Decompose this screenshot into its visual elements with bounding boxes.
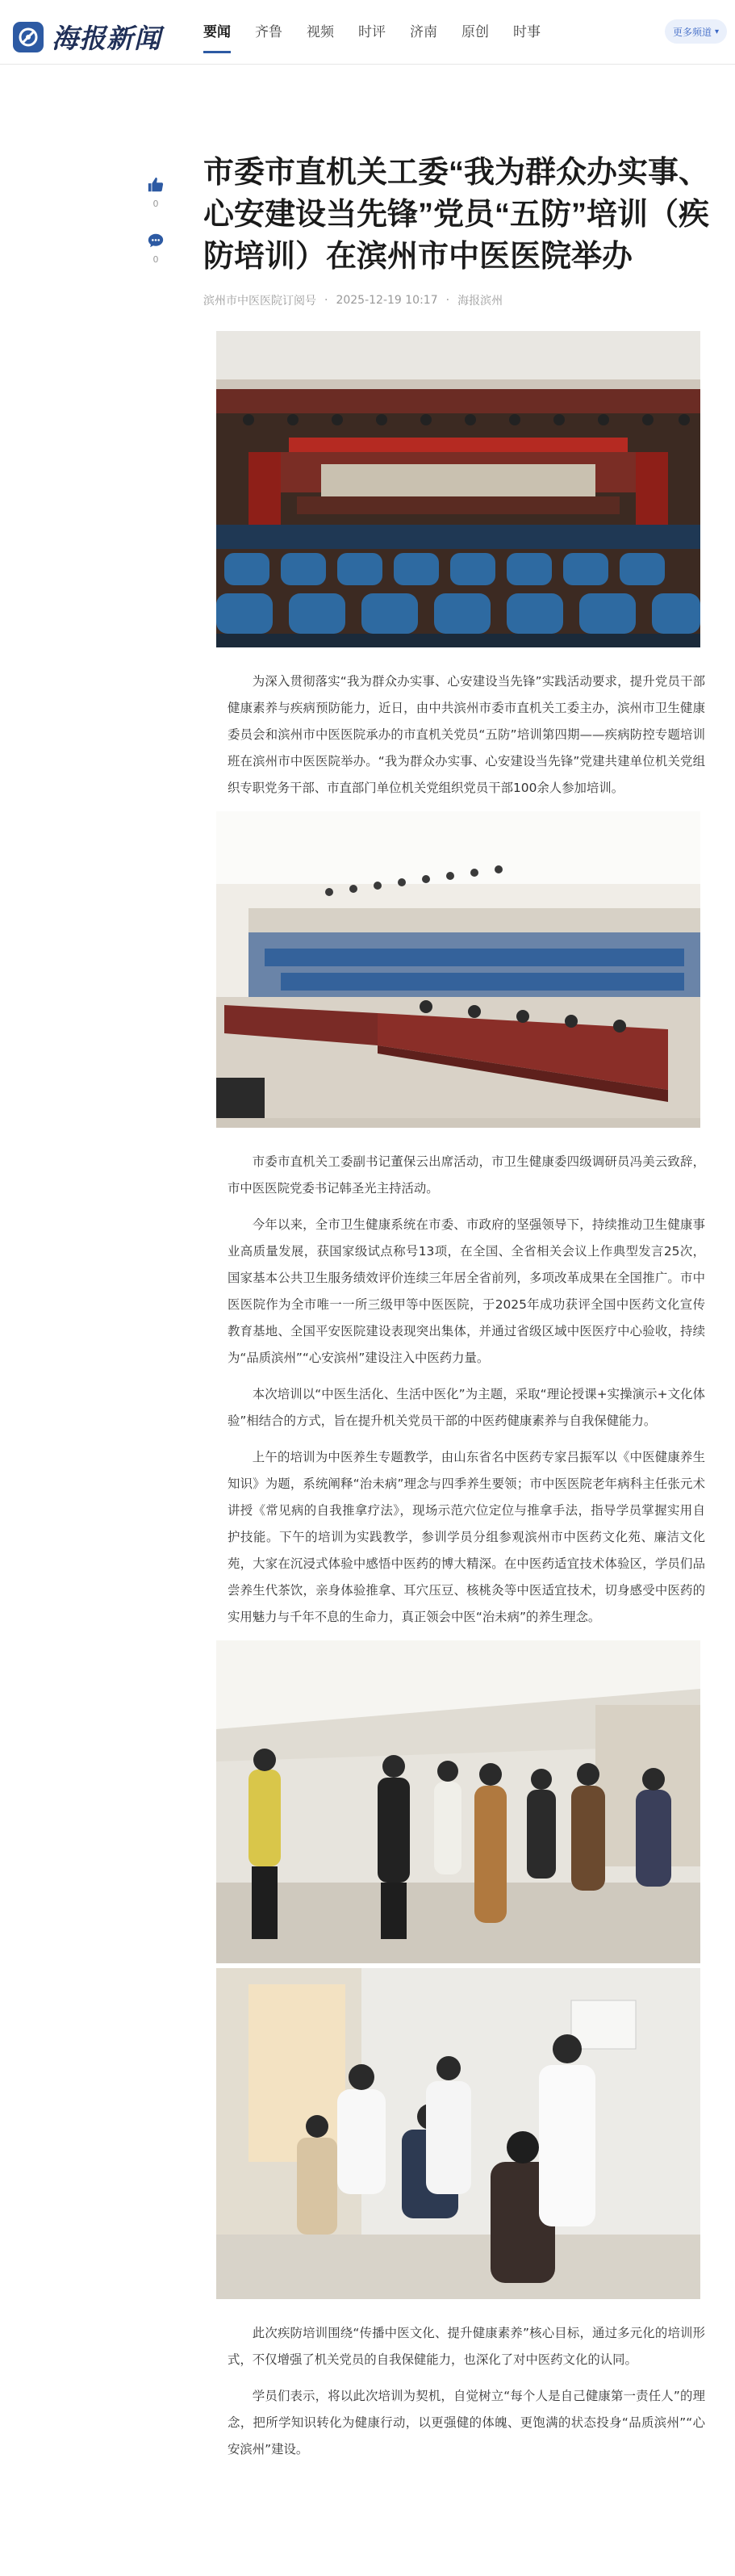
article-paragraph: 今年以来，全市卫生健康系统在市委、市政府的坚强领导下，持续推动卫生健康事业高质量发展，获国家级试点称号13项，在全国、全省相关会议上作典型发言25次，国家基本公共卫生服务绩效评价连续三年居全省前列，多项改革成果在全国推广。市中医医院作为全市唯一一所三级甲等中医医院，于2025年成功获评全国中医药文化宣传教育基地、全国平安医院建设表现突出集体，并通过省级区域中医医疗中心验收，持续为“品质滨州”“心安滨州”建设注入中医药力量。 [228,1217,705,1365]
article-source[interactable]: 滨州市中医医院订阅号 [203,295,316,308]
nav-item-original[interactable]: 原创 [461,24,489,40]
article-body [203,331,713,2463]
logo-text: 海报新闻 [52,23,161,54]
article-meta [203,292,713,308]
article-paragraph: 市委市直机关工委副书记董保云出席活动，市卫生健康委四级调研员冯美云致辞，市中医医院党委书记韩圣光主持活动。 [228,1154,705,1196]
meta-separator: · [445,294,450,307]
article [203,152,713,2473]
more-channels-label: 更多频道 [672,26,712,38]
nav-item-commentary[interactable]: 时评 [358,24,386,40]
article-paragraph: 上午的培训为中医养生专题教学，由山东省名中医药专家吕振军以《中医健康养生知识》为题，系统阐释“治未病”理念与四季养生要领；市中医医院老年病科主任张元术讲授《常见病的自我推拿疗法》，现场示范穴位定位与推拿手法，指导学员掌握实用自护技能。下午的培训为实践教学，参训学员分组参观滨州市中医药文化苑、廉洁文化苑，大家在沉浸式体验中感悟中医药的博大精深。在中医药适宜技术体验区，学员们品尝养生代茶饮，亲身体验推拿、耳穴压豆、核桃灸等中医适宜技术，切身感受中医药的实用魅力与千年不息的生命力，真正领会中医“治未病”的养生理念。 [228,1450,705,1624]
article-photo-massage-demo [216,1968,700,2299]
thumbs-up-icon [147,176,165,194]
like-count: 0 [152,199,159,209]
logo-mark-icon [13,22,44,52]
nav-item-yaowen[interactable]: 要闻 [203,0,231,65]
nav-item-video[interactable]: 视频 [307,24,334,40]
chevron-down-icon: ▾ [714,27,719,36]
article-photo-lecture-hall [216,811,700,1128]
nav-item-jinan[interactable]: 济南 [410,24,437,40]
comment-button[interactable] [147,232,165,265]
comment-count: 0 [152,254,159,265]
top-navigation-bar [0,0,735,65]
main-nav [203,0,565,65]
article-paragraph: 本次培训以“中医生活化、生活中医化”为主题，采取“理论授课+实操演示+文化体验”相结合的方式，旨在提升机关党员干部的中医药健康素养与自我保健能力。 [228,1387,705,1428]
article-paragraph: 学员们表示，将以此次培训为契机，自觉树立“每个人是自己健康第一责任人”的理念，把所学知识转化为健康行动，以更强健的体魄、更饱满的状态投身“品质滨州”“心安滨州”建设。 [228,2389,705,2457]
article-paragraph: 此次疾防培训围绕“传播中医文化、提升健康素养”核心目标，通过多元化的培训形式，不仅增强了机关党员的自我保健能力，也深化了对中医药文化的认同。 [228,2326,705,2367]
article-date: 2025-12-19 10:17 [336,294,438,307]
article-action-sidebar [142,176,169,287]
site-logo[interactable] [13,18,161,56]
more-channels-button[interactable] [665,19,727,44]
like-button[interactable] [147,176,165,209]
article-photo-corridor-visit [216,1640,700,1963]
meta-separator: · [324,294,328,307]
article-paragraph: 为深入贯彻落实“我为群众办实事、心安建设当先锋”实践活动要求，提升党员干部健康素养与疾病预防能力，近日，由中共滨州市委市直机关工委主办，滨州市卫生健康委员会和滨州市中医医院承办的市直机关党员“五防”培训第四期——疾病防控专题培训班在滨州市中医医院举办。“我为群众办实事、心安建设当先锋”党建共建单位机关党组织专职党务干部、市直部门单位机关党组织党员干部100余人参加培训。 [228,674,705,795]
comment-icon [147,232,165,249]
article-photo-auditorium [216,331,700,647]
article-publisher[interactable]: 海报滨州 [457,295,503,308]
nav-item-current-affairs[interactable]: 时事 [513,24,541,40]
nav-item-qilu[interactable]: 齐鲁 [255,24,282,40]
article-title: 市委市直机关工委“我为群众办实事、心安建设当先锋”党员“五防”培训（疾防培训）在滨州市中医医院举办 [203,156,710,274]
